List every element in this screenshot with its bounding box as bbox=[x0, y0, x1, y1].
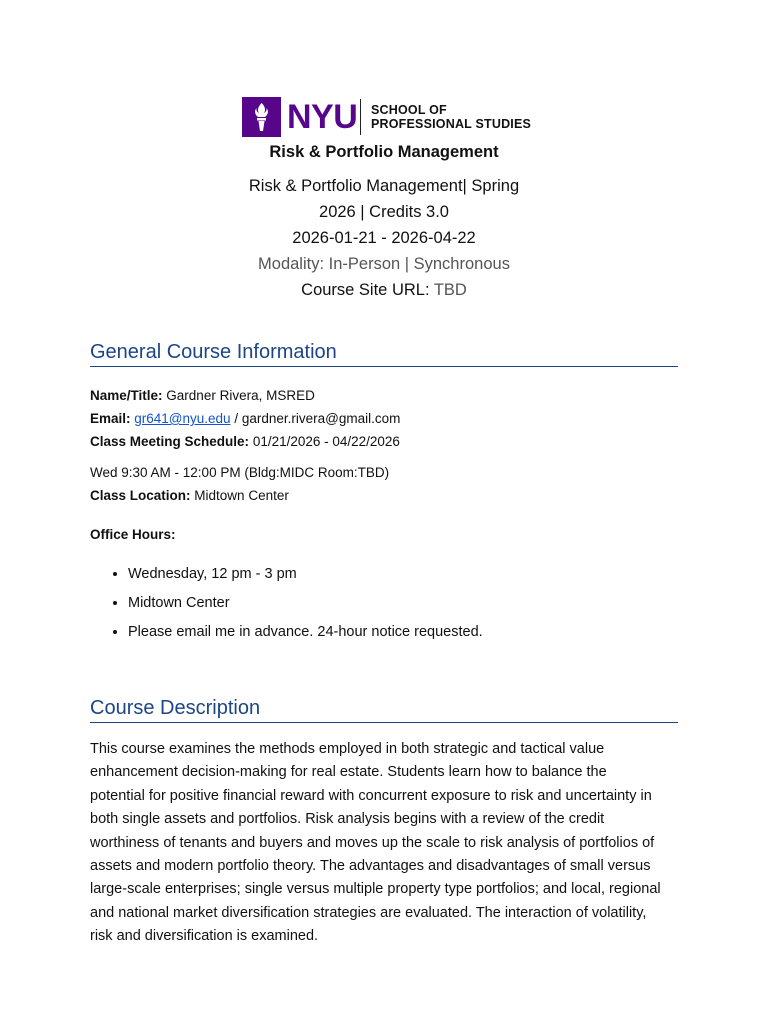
schedule-details bbox=[90, 461, 389, 507]
description-line: large-scale enterprises; single versus multiple property type portfolios; and local, regional bbox=[90, 881, 661, 898]
course-title: Risk & Portfolio Management bbox=[269, 143, 499, 161]
email-secondary: / gardner.rivera@gmail.com bbox=[230, 411, 401, 426]
school-name-line1: SCHOOL OF bbox=[371, 103, 447, 117]
description-line: potential for positive financial reward with concurrent exposure to risk and uncertainty in bbox=[90, 787, 652, 804]
description-line: assets and modern portfolio theory. The advantages and disadvantages of small versus bbox=[90, 858, 651, 875]
office-hours-label-text: Office Hours: bbox=[90, 527, 176, 542]
office-hours-list bbox=[90, 560, 483, 647]
nyu-wordmark: NYU bbox=[287, 98, 358, 136]
list-item: • Midtown Center bbox=[128, 589, 483, 618]
schedule-row bbox=[90, 430, 400, 453]
list-item: • Please email me in advance. 24-hour notice requested. bbox=[128, 618, 483, 647]
instructor-name-row bbox=[90, 384, 400, 407]
name-label: Name/Title: bbox=[90, 388, 163, 403]
schedule-detail: Wed 9:30 AM - 12:00 PM (Bldg:MIDC Room:TBD) bbox=[90, 465, 390, 480]
schedule-label: Class Meeting Schedule: bbox=[90, 434, 250, 449]
description-line: worthiness of tenants and buyers and moves up the scale to risk analysis of portfolios of bbox=[90, 834, 655, 851]
schedule-value: 01/21/2026 - 04/22/2026 bbox=[252, 434, 400, 449]
nyu-torch-icon bbox=[242, 97, 281, 137]
subtitle-line1: Risk & Portfolio Management| Spring bbox=[248, 177, 520, 195]
location-label: Class Location: bbox=[90, 488, 191, 503]
nyu-sps-logo bbox=[242, 97, 532, 137]
description-line: This course examines the methods employed in both strategic and tactical value bbox=[90, 741, 605, 757]
location-row bbox=[90, 484, 389, 507]
school-name bbox=[371, 103, 531, 131]
description-line: risk and diversification is examined. bbox=[90, 928, 319, 945]
course-description-text bbox=[90, 738, 680, 949]
subtitle-line2: 2026 | Credits 3.0 bbox=[319, 203, 449, 221]
course-dates: 2026-01-21 - 2026-04-22 bbox=[292, 229, 476, 247]
general-info-heading: General Course Information bbox=[90, 341, 678, 367]
list-item: • Wednesday, 12 pm - 3 pm bbox=[128, 560, 483, 589]
description-line: enhancement decision-making for real estate. Students learn how to balance the bbox=[90, 764, 607, 781]
name-value: Gardner Rivera, MSRED bbox=[166, 388, 315, 403]
course-site-value: TBD bbox=[433, 281, 467, 299]
course-site-label: Course Site URL: bbox=[301, 281, 430, 299]
email-row bbox=[90, 407, 400, 430]
course-description-heading: Course Description bbox=[90, 697, 678, 723]
description-line: both single assets and portfolios. Risk analysis begins with a review of the credit bbox=[90, 811, 605, 828]
course-site-url bbox=[0, 277, 768, 303]
school-name-line2: PROFESSIONAL STUDIES bbox=[371, 117, 532, 131]
course-modality: Modality: In-Person | Synchronous bbox=[258, 255, 510, 273]
email-label: Email: bbox=[90, 411, 131, 426]
location-value: Midtown Center bbox=[194, 488, 289, 503]
logo-divider bbox=[360, 99, 361, 135]
description-line: and national market diversification strategies are evaluated. The interaction of volatility, bbox=[90, 904, 647, 921]
instructor-info bbox=[90, 384, 400, 453]
office-hours-label bbox=[90, 523, 176, 546]
email-link[interactable]: gr641@nyu.edu bbox=[134, 411, 231, 426]
course-subtitle bbox=[0, 173, 768, 303]
